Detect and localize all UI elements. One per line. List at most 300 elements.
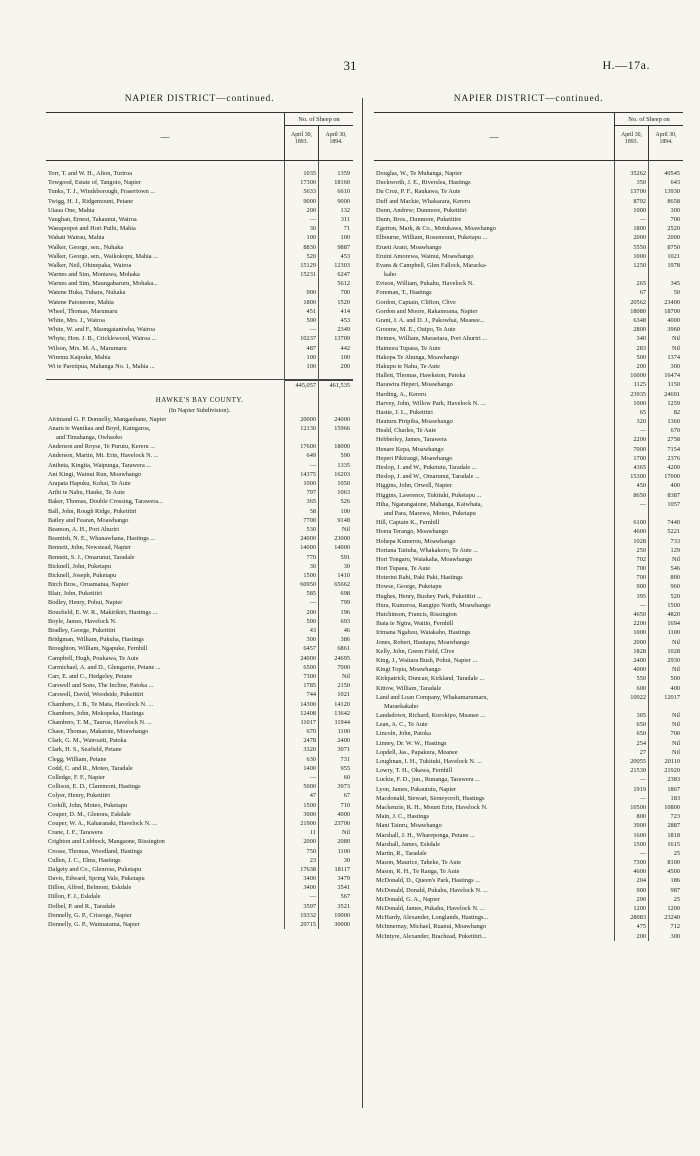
sheep-1893-cell: 650 [636,730,646,738]
table-row [46,270,353,279]
sheep-1894-cell: 799 [340,599,350,607]
owner-name-cell: Hutchinson, Francis, Rissington [376,611,457,618]
sheep-1894-cell: 1360 [667,418,680,426]
owner-name-cell: McDonald, Donald, Pukahu, Havelock N. ... [376,886,488,894]
sheep-1894-cell: 2400 [337,737,350,745]
sheep-count-header: No. of Sheep on [285,113,353,126]
sheep-1894-cell: 2150 [337,682,350,690]
sheep-1894-cell: 71 [343,225,350,233]
table-row [374,445,683,454]
sheep-1893-cell: 7700 [303,516,316,524]
owner-name-cell: Warnes and Sim, Maungabaruru, Mohaka... [48,280,158,288]
table-row [46,353,353,362]
left-table-header [46,112,353,161]
sheep-1894-cell: 300 [670,932,680,940]
page-number: 31 [343,58,357,73]
table-row [374,831,683,840]
sheep-1894-cell: 1615 [667,840,680,848]
owner-name-cell: Lowry, T. H., Okawa, Fernhill [376,767,453,775]
owner-name-cell: Chambers, John, Mokopeka, Hastings [48,709,144,717]
sheep-1893-cell: — [309,326,316,334]
sheep-1894-cell: 82 [673,408,680,416]
sheep-1893-cell: 1000 [633,399,646,407]
owner-name-cell: Harawira Heperi, Moawhango [376,381,453,389]
table-row [46,553,353,562]
sheep-1893-cell: 204 [636,877,646,885]
owner-name-cell: Broughton, William, Ngapuke, Fernhill [48,645,148,653]
sheep-1894-cell: 25 [673,895,680,903]
sheep-1893-cell: 2200 [633,436,646,444]
table-row [46,206,353,215]
sheep-1893-cell: 3000 [303,810,316,818]
owner-name-cell: Landsdown, Richard, Korokipo, Meanee ... [376,712,486,720]
table-row [46,307,353,316]
owner-name-cell: Kelly, John, Green Field, Clive [376,647,455,655]
table-row [374,886,683,895]
sheep-1893-cell: 585 [306,590,316,598]
owner-name-cell: Crosse, Thomas, Woodland, Hastings [48,847,143,855]
sheep-1893-cell: 14000 [300,544,316,552]
owner-name-cell: Corkill, John, Moteo, Puketapu [48,801,128,809]
table-row [374,215,683,224]
sheep-1894-cell: 700 [340,289,350,297]
table-row [374,785,683,794]
sheep-1894-cell: 18700 [664,307,680,315]
owner-name-cell: Torr, T. and W. H., Alton, Turiroa [48,170,133,177]
sheep-1893-cell: 21900 [300,819,316,827]
sheep-1893-cell: 254 [636,739,646,747]
owner-name-cell: Anaru te Wanikau and Boyd, Kaingaroa, [48,424,151,432]
sheep-1894-cell: 65662 [334,581,350,589]
sheep-1894-cell: 4820 [667,611,680,618]
owner-name-cell: McDonald, James, Pukahu, Havelock N. ... [376,905,485,912]
table-row [46,479,353,488]
table-row [46,178,353,187]
owner-name-cell: Hakopa Te Ahunga, Moawhango [376,353,460,361]
sheep-1893-cell: 4650 [633,611,646,618]
sheep-1894-cell: 442 [340,344,350,352]
sheep-1893-cell: 35262 [630,170,646,177]
sheep-1894-cell: 698 [340,590,350,598]
sheep-1893-cell: 7300 [633,859,646,867]
owner-name-cell: Carmichael, A. and D., Glengarrie, Petane ... [48,663,161,671]
table-row [46,663,353,672]
table-row [46,690,353,699]
sheep-1894-cell: Nil [341,525,350,533]
table-row [374,932,683,941]
sheep-1893-cell: 500 [636,353,646,361]
owner-name-cell: Bousfield, E. W. R., Makirikiri, Hastings ... [48,608,158,616]
table-row [46,316,353,325]
sheep-1894-cell: 1100 [337,728,350,736]
owner-name-cell: Elbourne, William, Rosemount, Puketapu ... [376,234,488,242]
table-row [374,775,683,784]
sheep-1893-cell: 520 [306,252,316,260]
sheep-1893-cell: 24000 [300,535,316,543]
sheep-1893-cell: — [639,601,646,609]
sheep-1893-cell: 21530 [630,767,646,775]
sheep-1893-cell: 8830 [303,243,316,251]
sheep-1894-cell: 67 [343,792,350,800]
table-row [374,619,683,628]
table-row [374,472,683,481]
right-column-title: NAPIER DISTRICT—continued. [453,94,604,104]
sheep-1894-cell [649,270,683,279]
owner-name-cell: Kingi Topia, Moawhango [376,666,441,674]
owner-name-cell: Erueti Arani, Moawhango [376,243,442,251]
sheep-1893-cell: 8792 [633,197,646,205]
table-row [374,665,683,674]
table-row [374,454,683,463]
owner-name-cell: Higgins, John, Orwell, Napier [376,482,452,490]
owner-name-cell: Lean, A. C., Te Aute [376,721,428,729]
owner-name-cell: Crighton and Lubbock, Mangaone, Rissington [48,838,165,846]
sheep-1894-cell: 24695 [334,654,350,662]
table-row [46,736,353,745]
table-row [374,840,683,849]
table-row [46,920,353,929]
column-rule [614,161,615,941]
owner-name-cell: Arihi te Nahu, Hauke, Te Aute [48,489,125,497]
table-row [46,433,353,442]
sheep-1893-cell: — [309,461,316,469]
table-row [374,435,683,444]
owner-name-cell: Hohepa Kumerou, Moawhango [376,537,456,545]
owner-name-cell: McIntyre, Alexander, Brachead, Puketitiri... [376,932,487,940]
total-row [46,379,353,388]
owner-name-cell: Walker, George, sen., Nuhaka [48,243,124,251]
sheep-1894-cell: 2349 [337,326,350,334]
owner-name-cell: Clark, G. M., Wairoaiti, Patoka [48,737,127,745]
sheep-1893-cell: 20562 [630,298,646,306]
sheep-1894-cell: 23700 [334,819,350,827]
table-row [374,564,683,573]
table-row [46,288,353,297]
sheep-1894-cell: Nil [671,721,680,729]
table-row [374,509,683,518]
sheep-1893-cell: 1785 [303,682,316,690]
sheep-1893-cell: 395 [636,592,646,600]
sheep-1894-cell: 1150 [667,381,680,389]
table-row [46,883,353,892]
sheep-1893-cell: 350 [636,179,646,187]
owner-name-cell: Anderson, Martin, Mt. Erin, Havelock N. ... [48,452,159,460]
sheep-1893-cell: 7300 [303,672,316,680]
sheep-1893-cell: 2200 [633,620,646,628]
table-row [46,261,353,270]
sheep-1894-cell: 526 [340,498,350,506]
sheep-1894-cell: 200 [340,362,350,370]
row-spacer [46,371,353,379]
sheep-1893-cell: 650 [636,721,646,729]
table-row [46,497,353,506]
owner-name-cell: and Para, Marewa, Moteo, Puketapu [384,509,476,517]
owner-name-cell: Wahati Wairau, Mahia [48,234,105,242]
table-row [46,911,353,920]
sheep-1893-cell: 24000 [300,654,316,662]
sheep-1893-cell: 250 [636,546,646,554]
owner-name-cell: Baker, Thomas, Double Crossing, Tarawera... [48,498,163,506]
table-row [374,803,683,812]
owner-name-cell: Henare Kepa, Moawhango [376,445,444,453]
sheep-1894-cell: 6610 [337,188,350,196]
owner-name-cell: Arapata Hapuku, Kohai, Te Aute [48,480,131,487]
sheep-1893-cell: 5550 [633,243,646,251]
sheep-1893-cell [285,279,319,288]
sheep-1894-cell: 1021 [337,691,350,699]
sheep-1893-cell: 17600 [300,443,316,451]
owner-name-cell: Ihaia te Ngira, Waitio, Fernhill [376,620,454,628]
sheep-1893-cell: 797 [306,489,316,497]
owner-name-cell: Marshall, J. H., Whareponga, Petane ... [376,831,475,839]
sheep-1893-cell: 700 [636,565,646,573]
table-row [374,647,683,656]
owner-name-cell: Bridgman, William, Pukuha, Hastings [48,636,144,644]
owner-name-cell: Collison, E. D., Claremont, Hastings [48,783,141,791]
owner-name-cell: Howse, George, Puketapu [376,583,442,591]
sheep-1894-cell: 15966 [334,424,350,432]
owner-name-cell: Clark, H. S., Seafield, Petane [48,746,122,754]
owner-name-cell: Donnelly, G. P., Waimarama, Napier [48,921,140,928]
sheep-1894-cell: 186 [670,877,680,885]
sheep-1893-cell: 900 [306,289,316,297]
table-row [374,243,683,252]
table-row [46,415,353,424]
sheep-1893-cell: 1800 [633,225,646,233]
sheep-1893-cell: 1028 [633,537,646,545]
table-row [46,233,353,242]
owner-name-cell: Bennett, S. J., Omarunui, Taradale [48,553,135,561]
table-row [46,589,353,598]
sheep-1894-cell: 710 [340,801,350,809]
sheep-1893-cell: 5633 [303,188,316,196]
sheep-1893-cell: 649 [306,452,316,460]
sheep-1894-cell: 23400 [664,298,680,306]
sheep-1893-cell: 1200 [633,905,646,912]
sheep-1893-cell: 365 [306,498,316,506]
name-column-header: — [374,113,615,160]
sheep-1894-cell: Nil [671,555,680,563]
sheep-1894-cell: 196 [340,608,350,616]
owner-name-cell: Macdonald, Stewart, Stoneycroft, Hastings [376,794,485,802]
owner-name-cell: Luckie, F. D., jun., Runanga, Tarawera ... [376,776,480,784]
sheep-1893-cell [285,433,319,442]
owner-name-cell: Lincoln, John, Patoka [376,730,431,738]
sheep-1893-cell: 10922 [630,693,646,701]
table-row [374,288,683,297]
column-rule [648,161,649,941]
table-row [374,325,683,334]
sheep-1894-cell: 12303 [334,261,350,269]
owner-name-cell: Heslop, J. and W., Puketutu, Taradale ... [376,464,477,471]
sheep-1894-cell: 10800 [664,803,680,811]
sheep-1893-cell: 6100 [633,519,646,527]
sheep-1893-cell: 11 [309,829,316,837]
owner-name-cell: Beamon, A. H., Port Ahuriri [48,525,120,533]
table-row [374,270,683,279]
sheep-1893-cell: 1035 [303,170,316,177]
right-table-body [374,161,683,941]
table-row [46,654,353,663]
owner-name-cell: and Timahanga, Owhaoko [56,434,123,442]
sheep-1894-cell: 30 [343,562,350,570]
sheep-1894-cell: 386 [340,636,350,644]
table-row [374,178,683,187]
owner-name-cell: Chase, Thomas, Makatote, Moawhango [48,728,149,736]
owner-name-cell: Dunn, Andrew; Dunmore, Puketitiri [376,206,467,214]
sheep-1893-cell: 1500 [633,840,646,848]
sheep-1894-cell: 1867 [667,785,680,793]
sheep-1894-cell [649,509,683,518]
sheep-1894-cell: 723 [670,813,680,821]
sheep-1893-cell: 4600 [633,868,646,876]
sheep-1893-cell: 1919 [633,785,646,793]
sheep-1893-cell: 7000 [633,445,646,453]
sheep-1893-cell: 1000 [633,629,646,637]
sheep-1894-cell: 731 [340,755,350,763]
table-row [46,598,353,607]
sheep-1893-cell: — [309,893,316,901]
table-row [374,463,683,472]
table-row [46,243,353,252]
table-row [46,718,353,727]
sheep-1893-cell: 1800 [303,298,316,306]
year-1894-header: April 30, 1894. [325,132,347,145]
owner-name-cell: King, J., Waitara Bush, Pohui, Napier ... [376,656,478,664]
table-row [374,252,683,261]
table-row [46,562,353,571]
owner-name-cell: Land and Loan Company, Whakamarumaru, [376,693,489,701]
sheep-1894-cell: 1100 [667,629,680,637]
sheep-1893-cell: 12408 [300,709,316,717]
sheep-1894-cell: 9000 [337,197,350,205]
sheep-1893-cell: 450 [636,482,646,490]
owner-name-cell: Maraekakaho [384,702,419,710]
table-row [374,187,683,196]
table-row [374,711,683,720]
owner-name-cell: Du Croz, P. F., Raukawa, Te Aute [376,188,461,196]
owner-name-cell: Ani Kingi, Wainui Run, Moawhango [48,470,142,478]
owner-name-cell: Towgood, Estate of, Tangoio, Napier [48,179,141,187]
owner-name-cell: Blair, John, Puketitiri [48,590,102,598]
sheep-1893-cell: 1125 [633,381,646,389]
sheep-1893-cell: 60950 [300,581,316,589]
sheep-1894-cell: 800 [670,574,680,582]
sheep-1894-cell: 7440 [667,519,680,527]
sheep-1893-cell: 29715 [300,921,316,928]
sheep-1893-cell: 20055 [630,758,646,765]
sheep-1894-cell: 1694 [667,620,680,628]
sheep-1894-cell: 453 [340,317,350,324]
table-row [46,461,353,470]
sheep-1894-cell: 19000 [334,911,350,919]
sheep-1893-cell: 445,057 [285,380,319,388]
sheep-1894-cell: 4000 [337,810,350,818]
sheep-1894-cell: 8658 [667,197,680,205]
table-row [374,233,683,242]
table-row [374,849,683,858]
owner-name-cell: Dunn, Bros., Dunmore, Puketitire [376,215,462,223]
sheep-1893-cell: 750 [306,847,316,855]
sheep-1894-cell: 500 [670,675,680,683]
table-row [374,380,683,389]
owner-name-cell: Warnes and Sim, Montawa, Mohaka [48,271,140,279]
sheep-1893-cell: — [639,849,646,857]
table-row [374,371,683,380]
table-row [374,922,683,931]
sheep-1894-cell: 2376 [667,454,680,462]
sheep-1893-cell: 3400 [303,875,316,883]
table-row [46,856,353,865]
sheep-1894-cell: 46 [343,627,350,634]
sheep-1893-cell: 550 [636,675,646,683]
table-row [374,812,683,821]
sheep-1894-cell: 2887 [667,822,680,830]
owner-name-cell: Bicknell, Joseph, Puketapu [48,571,117,579]
sheep-1894-cell: 12017 [664,693,680,701]
owner-name-cell: McHardy, Alexander, Longlands, Hastings... [376,914,489,922]
owner-name-cell: Heperi Pikirangi, Moawhango [376,454,453,462]
sheep-1894-cell: 3541 [337,884,350,892]
sheep-1893-cell: — [309,215,316,223]
sheep-1893-cell [615,509,649,518]
sheep-1893-cell: 4365 [633,464,646,471]
sheep-1894-cell: Nil [671,666,680,674]
sheep-1893-cell: 18080 [630,307,646,315]
owner-name-cell: Heslop, J. and W., Omarunui, Taradale ... [376,473,480,481]
sheep-1893-cell: 200 [306,206,316,214]
table-row [46,298,353,307]
sheep-1893-cell: 16000 [630,372,646,380]
sheep-1893-cell: 14375 [300,470,316,478]
table-row [46,801,353,810]
owner-name-cell: Waeapoipot and Hori Puihi, Mahia [48,225,136,233]
owner-name-cell: Heald, Charles, Te Aute [376,427,437,435]
sheep-1893-cell: 770 [306,553,316,561]
owner-name-cell: Hastie, J. L., Puketitiri [376,408,433,416]
sheep-1894-cell: 567 [340,893,350,901]
sheep-1894-cell: 18160 [334,179,350,187]
owner-name-cell: Hori Tupaea, Te Aute [376,565,431,573]
sheep-1894-cell: 9887 [337,243,350,251]
table-row [374,555,683,564]
sheep-1893-cell: 100 [306,234,316,242]
sheep-1893-cell: 2400 [633,656,646,664]
column-divider [362,98,363,1108]
sheep-1893-cell: 1828 [633,647,646,655]
sheep-1894-cell: Nil [671,638,680,646]
sheep-1893-cell: 744 [306,691,316,699]
table-row [46,874,353,883]
owner-name-cell: White, Mrs. J., Wairoa [48,317,105,324]
sheep-1893-cell: 23 [309,856,316,864]
sheep-1894-cell: 30 [343,856,350,864]
sheep-1893-cell: 3900 [633,822,646,830]
table-row [46,755,353,764]
year-1893-header: April 30, 1893. [285,126,319,160]
sheep-1894-cell: 183 [670,794,680,802]
left-column-title: NAPIER DISTRICT—continued. [124,94,275,104]
sheep-1894-cell: 693 [340,617,350,625]
sheep-1894-cell: Nil [341,672,350,680]
owner-name-cell: McDonald, G. A., Napier [376,895,440,903]
table-row [374,298,683,307]
sheep-1893-cell: 305 [636,712,646,720]
table-row [46,516,353,525]
sheep-1893-cell: 3400 [303,884,316,892]
sheep-1894-cell: 987 [670,886,680,894]
table-row [374,546,683,555]
